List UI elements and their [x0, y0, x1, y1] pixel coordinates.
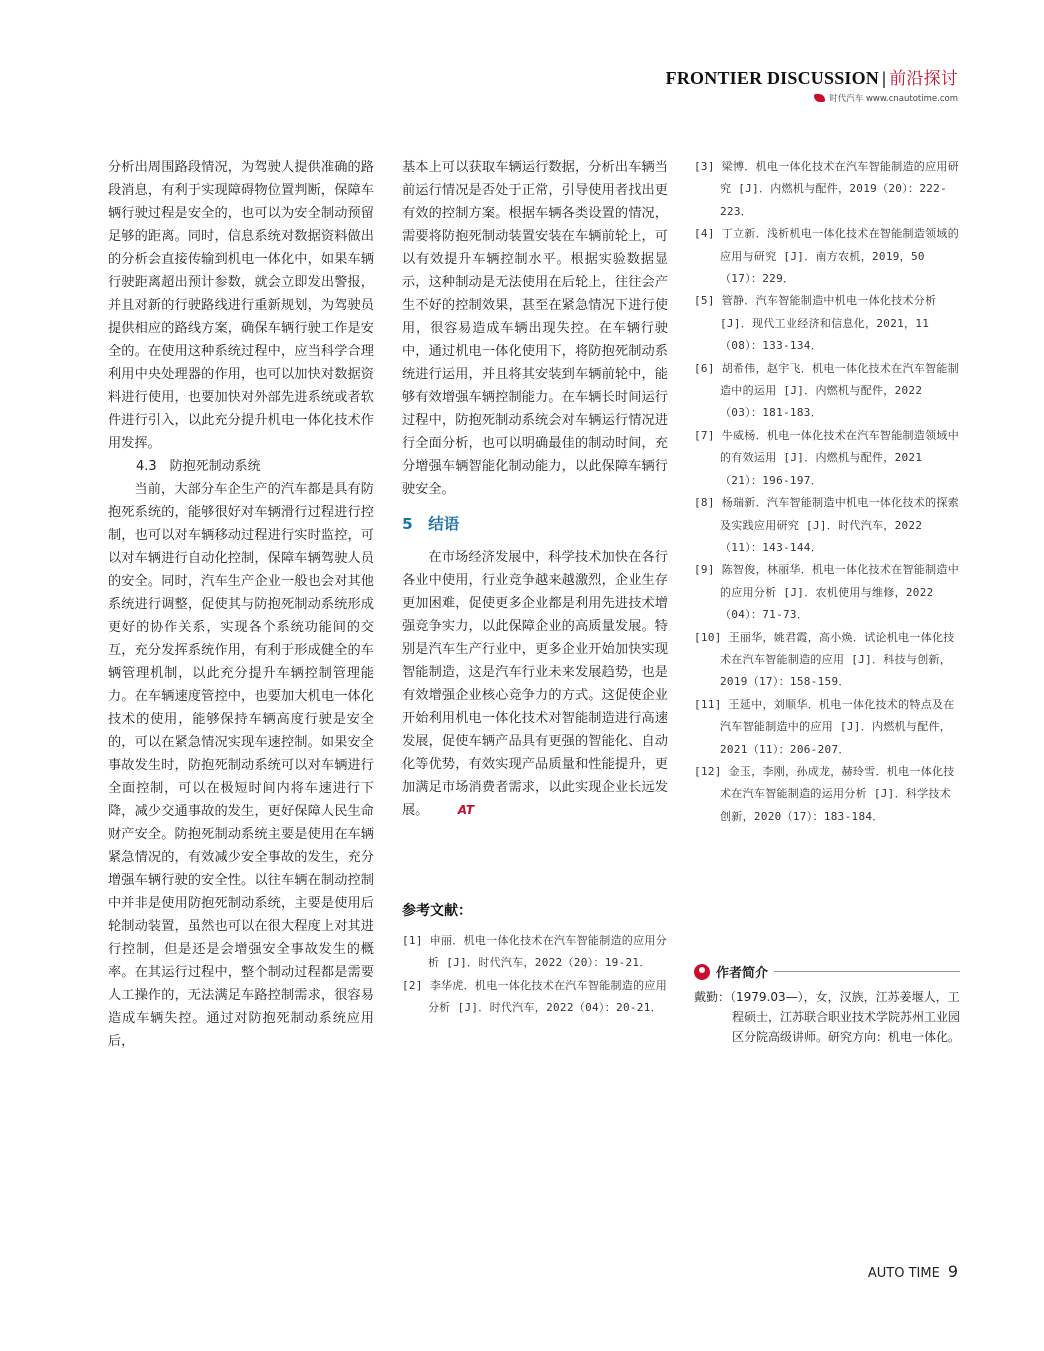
col2-paragraph-2 [402, 546, 668, 822]
column-1 [108, 156, 374, 1053]
magazine-logo-icon [814, 94, 825, 102]
footer-magazine-name: AUTO TIME [867, 1266, 940, 1281]
header-title-cn: 前沿探讨 [889, 69, 958, 89]
column-2 [402, 156, 668, 822]
reference-item: [3] 梁博．机电一体化技术在汽车智能制造的应用研究 [J]．内燃机与配件，2019（20）：222-223． [694, 160, 959, 218]
author-bio [694, 962, 960, 1047]
reference-item: [2] 李华虎．机电一体化技术在汽车智能制造的应用分析 [J]．时代汽车，2022（04）：20-21． [402, 978, 667, 1015]
header-separator: | [882, 68, 887, 88]
reference-item: [8] 杨瑞新．汽车智能制造中机电一体化技术的探索及实践应用研究 [J]．时代汽车，2022（11）：143-144． [694, 496, 959, 554]
col1-paragraph-2: 当前，大部分车企生产的汽车都是具有防抱死系统的，能够很好对车辆滑行过程进行控制，也可以对车辆移动过程进行实时监控，可以对车辆进行自动化控制，保障车辆驾驶人员的安全。同时，汽车生产企业一般也会对其他系统进行调整，促使其与防抱死制动系统形成更好的协作关系，实现各个系统功能间的交互，充分发挥系统作用，有利于形成健全的车辆管理机制，以此充分提升车辆控制管理能力。在车辆速度管控中，也要加大机电一体化技术的使用，能够保持车辆高度行驶是安全的，可以在紧急情况实现车速控制。如果安全事故发生时，防抱死制动系统可以对车辆进行全面控制，可以在极短时间内将车速进行下降，减少交通事故的发生，更好保障人民生命财产安全。防抱死制动系统主要是使用在车辆紧急情况的，有效减少安全事故的发生，充分增强车辆行驶的安全性。以往车辆在制动控制中并非是使用防抱死制动系统，主要是使用后轮制动装置，虽然也可以在很大程度上对其进行控制，但是还是会增强安全事故发生的概率。在其运行过程中，整个制动过程都是需要人工操作的，无法满足车路控制需求，很容易造成车辆失控。通过对防抱死制动系统应用后， [108, 482, 374, 1049]
references-title: 参考文献： [402, 903, 472, 919]
references-list-col2 [402, 930, 668, 1020]
page-footer [868, 1262, 958, 1281]
reference-item: [6] 胡希伟，赵宇飞．机电一体化技术在汽车智能制造中的运用 [J]．内燃机与配件，2022（03）：181-183． [694, 361, 959, 420]
page-number: 9 [947, 1262, 958, 1281]
conclusion-text: 在市场经济发展中，科学技术加快在各行各业中使用，行业竞争越来越激烈，企业生存更加困难，促使更多企业都是利用先进技术增强竞争实力，以此保障企业的高质量发展。特别是汽车生产行业中，更多企业开始加快实现智能制造，这是汽车行业未来发展趋势，也是有效增强企业核心竞争力的方式。这促使企业开始利用机电一体化技术对智能制造进行高速发展，促使车辆产品具有更强的智能化、自动化等优势，有效实现产品质量和性能提升，更加满足市场消费者需求，以此实现企业长远发展。 [402, 550, 668, 818]
reference-item: [4] 丁立新．浅析机电一体化技术在智能制造领域的应用与研究 [J]．南方农机，2019，50（17）：229． [694, 227, 959, 286]
author-icon [694, 964, 710, 980]
col1-paragraph-1: 分析出周围路段情况，为驾驶人提供准确的路段消息，有利于实现障碍物位置判断，保障车辆行驶过程是安全的，也可以为安全制动预留足够的距离。同时，信息系统对数据资料做出的分析会直接传输到机电一体化中，如果车辆行驶距离超出预计参数，就会立即发出警报，并且对新的行驶路线进行重新规划，为驾驶员提供相应的路线方案，确保车辆行驶工作是安全的。在使用这种系统过程中，应当科学合理利用中央处理器的作用，也可以加快对数据资料进行使用，也要加快对外部先进系统或者软件进行引入，以此充分提升机电一体化技术作用发挥。 [108, 160, 374, 451]
reference-item: [1] 申丽．机电一体化技术在汽车智能制造的应用分析 [J]．时代汽车，2022（20）：19-21． [402, 934, 667, 970]
header-site-text: 时代汽车 www.cnautotime.com [829, 94, 958, 104]
subsection-heading-4-3: 4.3 防抱死制动系统 [136, 459, 261, 474]
reference-item: [12] 金玉，李刚，孙成龙，赫玲雪．机电一体化技术在汽车智能制造的运用分析 [J]．科学技术创新，2020（17）：183-184． [694, 764, 955, 823]
header-site [814, 92, 958, 104]
header-title-en: FRONTIER DISCUSSION [665, 68, 880, 88]
end-mark-icon: AT [457, 803, 475, 817]
reference-item: [11] 王延中，刘顺华．机电一体化技术的特点及在汽车智能制造中的应用 [J]．内燃机与配件，2021（11）：206-207． [694, 697, 955, 756]
divider [774, 971, 960, 972]
header-title [666, 64, 958, 89]
reference-item: [7] 牛威杨．机电一体化技术在汽车智能制造领域中的有效运用 [J]．内燃机与配件，2021（21）：196-197． [694, 428, 959, 487]
section-heading-5: 5 结语 [402, 515, 460, 533]
author-bio-header [694, 962, 960, 981]
author-bio-text: 戴勤：（1979.03—），女，汉族，江苏姜堰人，工程硕士，江苏联合职业技术学院苏州工业园区分院高级讲师。研究方向：机电一体化。 [694, 990, 961, 1044]
col2-paragraph-1: 基本上可以获取车辆运行数据，分析出车辆当前运行情况是否处于正常，引导使用者找出更有效的控制方案。根据车辆各类设置的情况，需要将防抱死制动装置安装在车辆前轮上，可以有效提升车辆控制水平。根据实验数据显示，这种制动是无法使用在后轮上，往往会产生不好的控制效果，甚至在紧急情况下进行使用，很容易造成车辆出现失控。在车辆行驶中，通过机电一体化使用下，将防抱死制动系统进行运用，并且将其安装到车辆前轮中，能够有效增强车辆控制能力。在车辆长时间运行过程中，防抱死制动系统会对车辆运行情况进行全面分析，也可以明确最佳的制动时间，充分增强车辆智能化制动能力，以此保障车辆行驶安全。 [402, 160, 668, 497]
reference-item: [5] 管静．汽车智能制造中机电一体化技术分析 [J]．现代工业经济和信息化，2021，11（08）：133-134． [694, 294, 937, 353]
reference-item: [9] 陈智俊，林丽华．机电一体化技术在智能制造中的应用分析 [J]．农机使用与维修，2022（04）：71-73． [694, 563, 959, 622]
author-bio-label: 作者简介 [716, 966, 769, 981]
references-list-col3 [694, 156, 960, 828]
reference-item: [10] 王丽华，姚君霞，高小焕．试论机电一体化技术在汽车智能制造的应用 [J]．科技与创新，2019（17）：158-159． [694, 630, 955, 689]
